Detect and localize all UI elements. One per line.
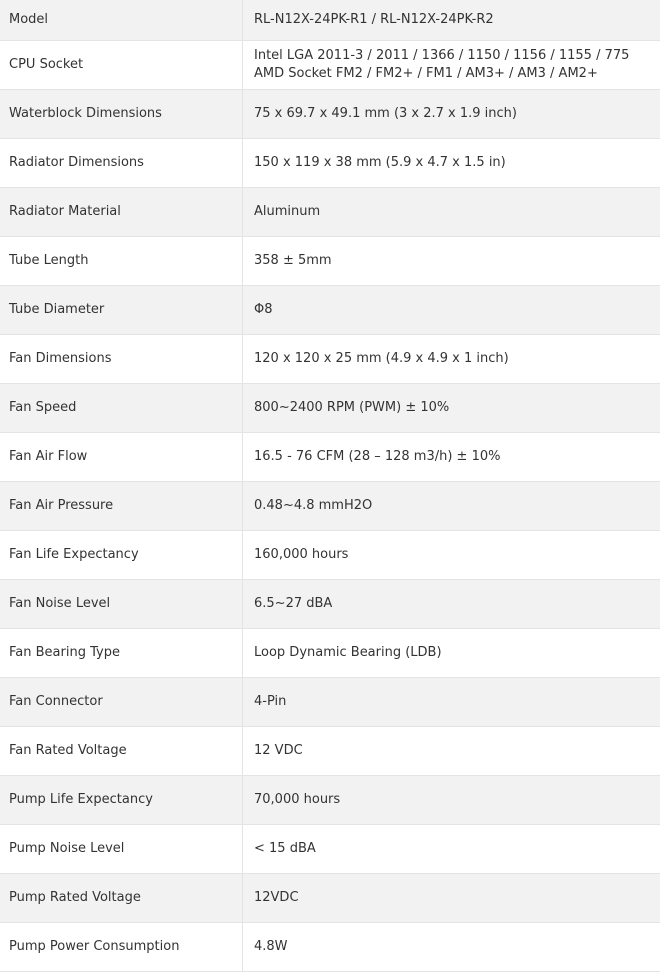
spec-value: 70,000 hours: [254, 791, 341, 807]
spec-label: Pump Power Consumption: [0, 922, 243, 971]
spec-value: Loop Dynamic Bearing (LDB): [254, 644, 442, 660]
spec-row-cpu-socket: [0, 40, 660, 89]
spec-row-fan-connector: [0, 677, 660, 726]
spec-label: Fan Rated Voltage: [0, 726, 243, 775]
spec-label: Tube Diameter: [0, 285, 243, 334]
spec-row-pump-power-consumption: [0, 922, 660, 971]
spec-row-tube-diameter: [0, 285, 660, 334]
spec-value: 800~2400 RPM (PWM) ± 10%: [254, 399, 450, 415]
spec-value-line: AMD Socket FM2 / FM2+ / FM1 / AM3+ / AM3 / AM2+: [254, 65, 598, 81]
spec-row-radiator-dimensions: [0, 138, 660, 187]
spec-label: Fan Speed: [0, 383, 243, 432]
spec-label: Fan Air Pressure: [0, 481, 243, 530]
spec-value: 160,000 hours: [254, 546, 349, 562]
spec-label: Pump Noise Level: [0, 824, 243, 873]
spec-label: Pump Life Expectancy: [0, 775, 243, 824]
spec-value: RL-N12X-24PK-R1 / RL-N12X-24PK-R2: [254, 11, 494, 27]
spec-value: 12 VDC: [254, 742, 303, 758]
spec-value-line: Intel LGA 2011-3 / 2011 / 1366 / 1150 / 1156 / 1155 / 775: [254, 47, 630, 63]
spec-value: 4.8W: [254, 938, 288, 954]
spec-label: Tube Length: [0, 236, 243, 285]
spec-label: CPU Socket: [0, 40, 243, 89]
spec-value: 358 ± 5mm: [254, 252, 332, 268]
spec-row-pump-noise-level: [0, 824, 660, 873]
spec-row-fan-noise-level: [0, 579, 660, 628]
spec-value: 16.5 - 76 CFM (28 – 128 m3/h) ± 10%: [254, 448, 501, 464]
spec-value: [243, 40, 660, 89]
spec-row-fan-dimensions: [0, 334, 660, 383]
spec-row-pump-life-expectancy: [0, 775, 660, 824]
spec-value: Φ8: [254, 301, 273, 317]
spec-row-fan-speed: [0, 383, 660, 432]
spec-value: 6.5~27 dBA: [254, 595, 333, 611]
spec-value: 150 x 119 x 38 mm (5.9 x 4.7 x 1.5 in): [254, 154, 506, 170]
spec-value: < 15 dBA: [254, 840, 316, 856]
spec-label: Fan Air Flow: [0, 432, 243, 481]
spec-label: Model: [0, 0, 243, 40]
spec-label: Fan Connector: [0, 677, 243, 726]
spec-value: 4-Pin: [254, 693, 287, 709]
spec-row-pump-rated-voltage: [0, 873, 660, 922]
spec-row-fan-rated-voltage: [0, 726, 660, 775]
spec-label: Radiator Material: [0, 187, 243, 236]
spec-label: Radiator Dimensions: [0, 138, 243, 187]
spec-value: 0.48~4.8 mmH2O: [254, 497, 373, 513]
spec-row-waterblock-dimensions: [0, 89, 660, 138]
spec-label: Fan Bearing Type: [0, 628, 243, 677]
spec-row-fan-air-flow: [0, 432, 660, 481]
spec-label: Pump Rated Voltage: [0, 873, 243, 922]
spec-row-model: [0, 0, 660, 40]
spec-row-fan-life-expectancy: [0, 530, 660, 579]
spec-row-radiator-material: [0, 187, 660, 236]
spec-value: 75 x 69.7 x 49.1 mm (3 x 2.7 x 1.9 inch): [254, 105, 517, 121]
spec-row-fan-bearing-type: [0, 628, 660, 677]
spec-row-fan-air-pressure: [0, 481, 660, 530]
spec-label: Fan Life Expectancy: [0, 530, 243, 579]
spec-value: 120 x 120 x 25 mm (4.9 x 4.9 x 1 inch): [254, 350, 509, 366]
spec-row-tube-length: [0, 236, 660, 285]
spec-label: Fan Dimensions: [0, 334, 243, 383]
spec-value: 12VDC: [254, 889, 299, 905]
spec-label: Waterblock Dimensions: [0, 89, 243, 138]
spec-label: Fan Noise Level: [0, 579, 243, 628]
spec-value: Aluminum: [254, 203, 321, 219]
